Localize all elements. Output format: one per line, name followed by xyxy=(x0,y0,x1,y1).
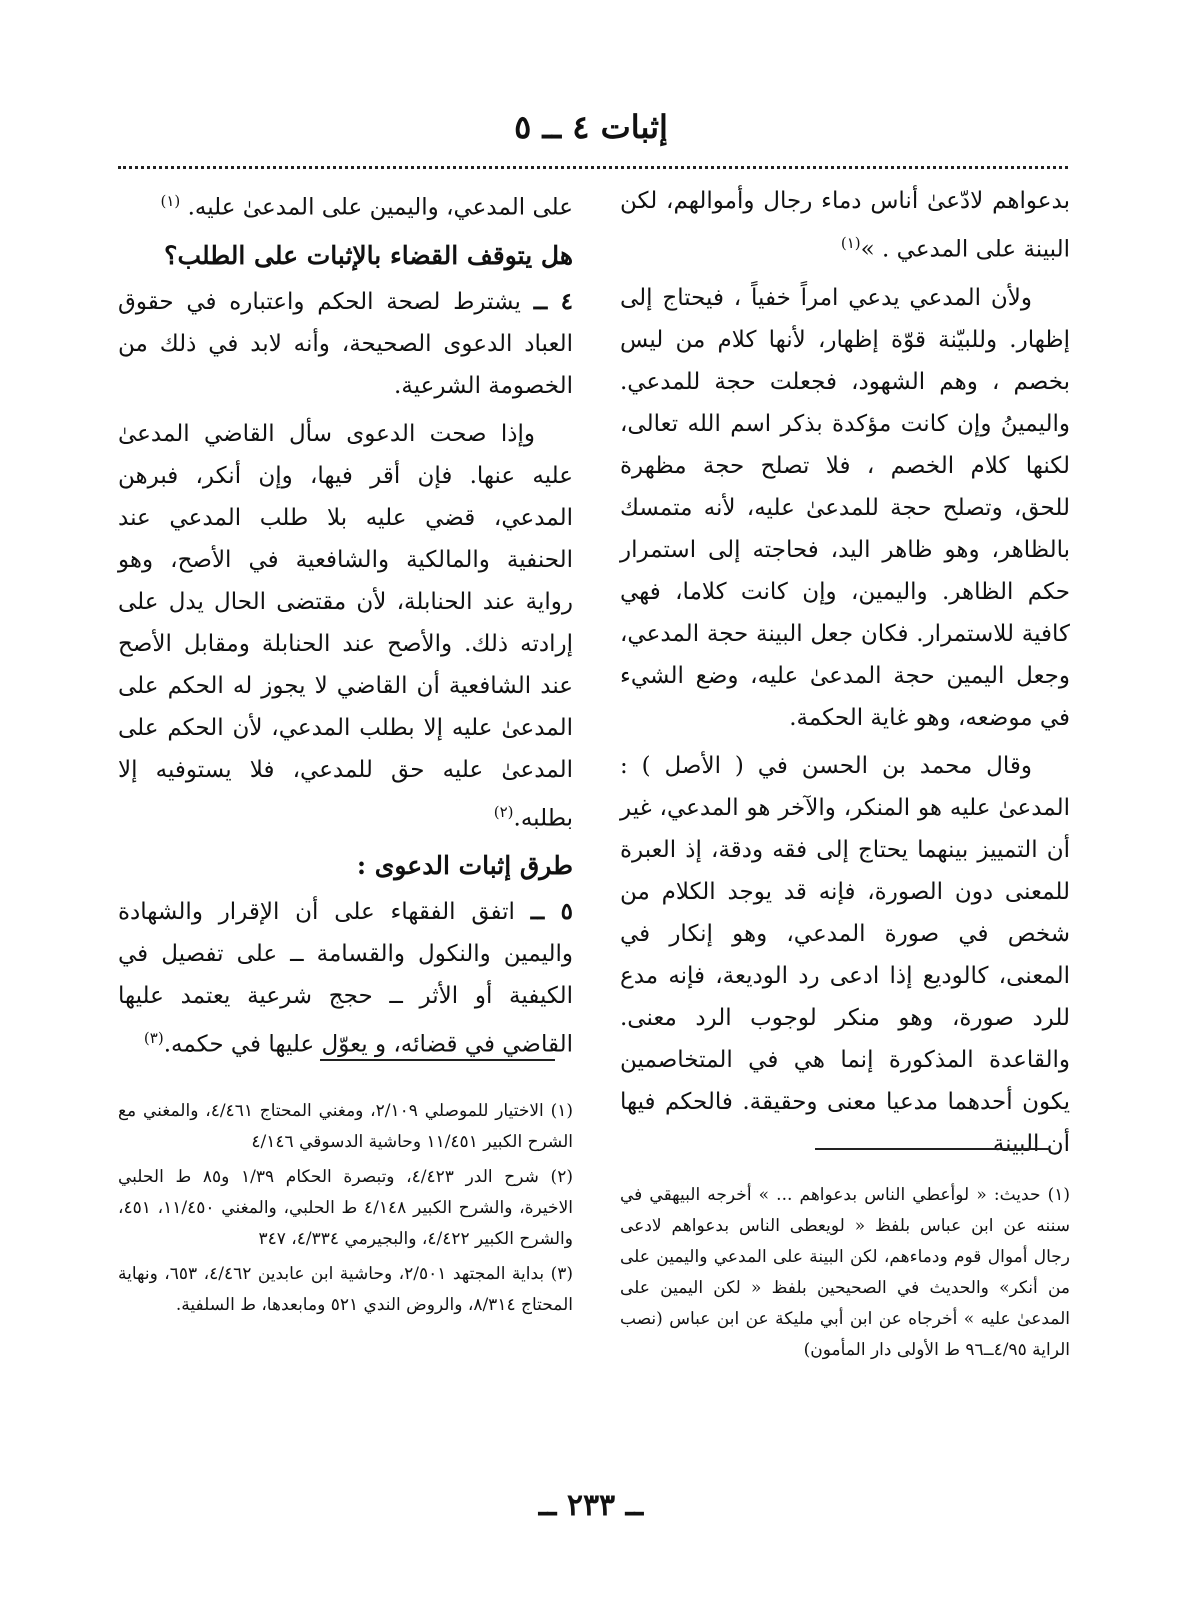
left-paragraph-2 xyxy=(118,281,573,407)
right-paragraph-3: وقال محمد بن الحسن في ( الأصل ) : المدعىٰ عليه هو المنكر، والآخر هو المدعي، غير أن التمييز بينهما يحتاج إلى فقه ودقة، إذ العبرة للمعنى دون الصورة، فإنه قد يوجد الكلام من شخص في صورة المدعي، وهو إنكار في المعنى، كالوديع إذا ادعى رد الوديعة، فإنه مدع للرد صورة، وهو منكر لوجوب الرد معنى. والقاعدة المذكورة إنما هي في المتخاصمين يكون أحدهما مدعيا معنى وحقيقة. فالحكم فيها أن البينة xyxy=(620,752,1070,1157)
footnote-item: (٣) بداية المجتهد ٢/٥٠١، وحاشية ابن عابدين ٤/٤٦٢، ٦٥٣، ونهاية المحتاج ٨/٣١٤، والروض الندي ٥٢١ ومابعدها، ط السلفية. xyxy=(118,1264,573,1315)
footnote-item: (٢) شرح الدر ٤/٤٢٣، وتبصرة الحكام ١/٣٩ و٨٥ ط الحلبي الاخيرة، والشرح الكبير ٤/١٤٨ ط الحلبي، والمغني ١١/٤٥٠، ٤٥١، والشرح الكبير ٤/٤٢٢، والبجيرمي ٤/٣٣٤، ٣٤٧ xyxy=(118,1167,573,1249)
left-paragraph-3 xyxy=(118,413,573,840)
footnote-ref: (٢) xyxy=(493,802,514,821)
right-paragraph-1-text: بدعواهم لادّعىٰ أناس دماء رجال وأموالهم، لكن البينة على المدعي . » xyxy=(620,188,1070,263)
left-paragraph-2-text: يشترط لصحة الحكم واعتباره في حقوق العباد الدعوى الصحيحة، وأنه لابد في ذلك من الخصومة الشرعية. xyxy=(118,288,573,399)
left-paragraph-4-text: اتفق الفقهاء على أن الإقرار والشهادة واليمين والنكول والقسامة ــ على تفصيل في الكيفية أو الأثر ــ حجج شرعية يعتمد عليها القاضي في قضائه، و يعوّل عليها في حكمه. xyxy=(118,899,573,1058)
paragraph-number: ٥ ــ xyxy=(530,898,573,926)
section-heading-methods: طرق إثبات الدعوى : xyxy=(356,851,573,881)
left-paragraph-1 xyxy=(118,180,573,229)
left-column xyxy=(118,180,573,1066)
right-column xyxy=(620,180,1070,1165)
header-dotted-rule xyxy=(118,166,1068,169)
right-paragraph-2: ولأن المدعي يدعي امراً خفياً ، فيحتاج إلى إظهار. وللبيّنة قوّة إظهار، لأنها كلام من ليس بخصم ، وهم الشهود، فجعلت حجة للمدعي. واليمينُ وإن كانت مؤكدة بذكر اسم الله تعالى، لكنها كلام الخصم ، فلا تصلح حجة مظهرة للحق، وتصلح حجة للمدعىٰ عليه، لأنه متمسك بالظاهر، وهو ظاهر اليد، فحاجته إلى استمرار حكم الظاهر. واليمين، وإن كانت كلاما، فهي كافية للاستمرار. فكان جعل البينة حجة المدعي، وجعل اليمين حجة المدعىٰ عليه، وضع الشيء في موضعه، وهو غاية الحكمة. xyxy=(620,284,1070,731)
paragraph-number: ٤ ــ xyxy=(533,287,573,315)
footnotes-left xyxy=(118,1096,573,1325)
section-heading-request: هل يتوقف القضاء بالإثبات على الطلب؟ xyxy=(164,240,573,270)
footnote-rule-left xyxy=(320,1059,555,1061)
footnote-ref: (١) xyxy=(840,234,861,252)
footnotes-right xyxy=(620,1180,1070,1370)
right-paragraph-1 xyxy=(620,180,1070,271)
left-paragraph-3-text: وإذا صحت الدعوى سأل القاضي المدعىٰ عليه عنها. فإن أقر فيها، وإن أنكر، فبرهن المدعي، قضي عليه بلا طلب المدعي عند الحنفية والمالكية والشافعية في الأصح، وهو رواية عند الحنابلة، لأن مقتضى الحال يدل على إرادته ذلك. والأصح عند الحنابلة ومقابل الأصح عند الشافعية أن القاضي لا يجوز له الحكم على المدعىٰ عليه إلا بطلب المدعي، لأن الحكم على المدعىٰ عليه حق للمدعي، فلا يستوفيه إلا بطلبه. xyxy=(118,420,573,832)
left-paragraph-1-text: على المدعي، واليمين على المدعىٰ عليه. xyxy=(187,194,573,221)
footnote-ref: (١) xyxy=(160,192,181,210)
page-number: ــ ٢٣٣ ــ xyxy=(538,1488,644,1523)
footnote-item: (١) حديث: « لوأعطي الناس بدعواهم ... » أخرجه البيهقي في سننه عن ابن عباس بلفظ « لويعطى الناس بدعواهم لادعى رجال أموال قوم ودماءهم، لكن البينة على المدعي واليمين على من أنكر» والحديث في الصحيحين بلفظ « لكن اليمين على المدعىٰ عليه » أخرجاه عن ابن أبي مليكة عن ابن عباس (نصب الراية ٤/٩٥ــ٩٦ ط الأولى دار المأمون) xyxy=(620,1185,1070,1360)
footnote-item: (١) الاختيار للموصلي ٢/١٠٩، ومغني المحتاج ٤/٤٦١، والمغني مع الشرح الكبير ١١/٤٥١ وحاشية الدسوقي ٤/١٤٦ xyxy=(118,1101,573,1152)
page-header-title: إثبات ٤ ــ ٥ xyxy=(514,108,668,146)
footnote-rule-right xyxy=(815,1148,1050,1150)
footnote-ref: (٣) xyxy=(143,1029,164,1048)
left-paragraph-4 xyxy=(118,891,573,1066)
